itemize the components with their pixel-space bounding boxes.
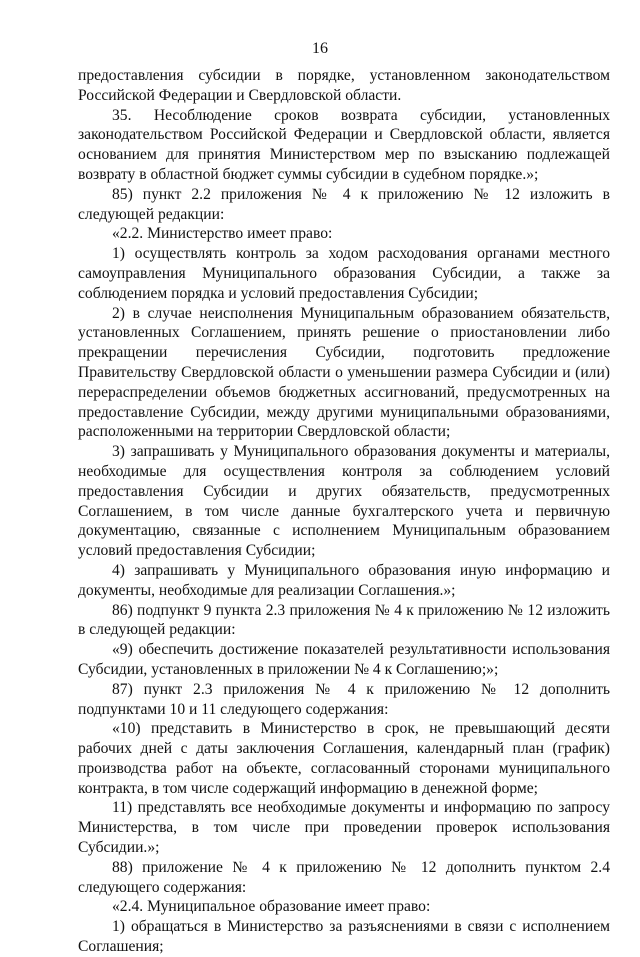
paragraph-clause-2-4-1: 1) обращаться в Министерство за разъяснениями в связи с исполнением Соглашения; bbox=[78, 918, 610, 956]
document-body bbox=[78, 66, 610, 957]
paragraph-clause-2-2-heading: «2.2. Министерство имеет право: bbox=[112, 225, 333, 243]
page-number: 16 bbox=[312, 40, 328, 57]
paragraph-amendment-87: 87) пункт 2.3 приложения № 4 к приложению № 12 дополнить подпунктами 10 и 11 следующего содержания: bbox=[78, 680, 610, 718]
paragraph-clause-2-2-1: 1) осуществлять контроль за ходом расходования органами местного самоуправления Муниципального образования Субсидии, а также за соблюдением порядка и условий предоставления Субсидии; bbox=[78, 245, 610, 302]
paragraph-clause-2-4-heading: «2.4. Муниципальное образование имеет право: bbox=[112, 898, 431, 916]
paragraph-amendment-86: 86) подпункт 9 пункта 2.3 приложения № 4 к приложению № 12 изложить в следующей редакции: bbox=[78, 601, 610, 639]
paragraph-clause-2-2-4: 4) запрашивать у Муниципального образования иную информацию и документы, необходимые для реализации Соглашения.»; bbox=[78, 561, 610, 599]
paragraph-amendment-88: 88) приложение № 4 к приложению № 12 дополнить пунктом 2.4 следующего содержания: bbox=[78, 858, 610, 896]
paragraph-continuation: предоставления субсидии в порядке, установленном законодательством Российской Федерации и Свердловской области. bbox=[78, 67, 610, 104]
paragraph-subclause-11: 11) представлять все необходимые документы и информацию по запросу Министерства, в том числе при проведении проверок использования Субсидии.»; bbox=[78, 799, 610, 857]
paragraph-subclause-10: «10) представить в Министерство в срок, не превышающий десяти рабочих дней с даты заключения Соглашения, календарный план (график) производства работ на объекте, согласованный сторонами муниципального контракта, в том числе содержащий информацию в денежной форме; bbox=[78, 720, 610, 797]
paragraph-amendment-85: 85) пункт 2.2 приложения № 4 к приложению № 12 изложить в следующей редакции: bbox=[78, 185, 610, 223]
paragraph-clause-2-2-3: 3) запрашивать у Муниципального образования документы и материалы, необходимые для осуществления контроля за соблюдением условий предоставления Субсидии и других обязательств, предусмотренных Соглашением, в том числе данные бухгалтерского учета и первичную документацию, связанные с исполнением Муниципальным образованием условий предоставления Субсидии; bbox=[78, 443, 610, 560]
paragraph-clause-2-2-2: 2) в случае неисполнения Муниципальным образованием обязательств, установленных Соглашением, принять решение о приостановлении либо прекращении перечисления Субсидии, подготовить предложение Правительству Свердловской области о уменьшении размера Субсидии и (или) перераспределении объемов бюджетных ассигнований, предусмотренных на предоставление Субсидии, между другими муниципальными образованиями, расположенными на территории Свердловской области; bbox=[78, 304, 610, 441]
paragraph-item-35: 35. Несоблюдение сроков возврата субсидии, установленных законодательством Российской Федерации и Свердловской области, является основанием для принятия Министерством мер по взысканию подлежащей возврату в областной бюджет суммы субсидии в судебном порядке.»; bbox=[78, 106, 610, 183]
paragraph-subclause-9: «9) обеспечить достижение показателей результативности использования Субсидии, установленных в приложении № 4 к Соглашению;»; bbox=[78, 641, 610, 678]
